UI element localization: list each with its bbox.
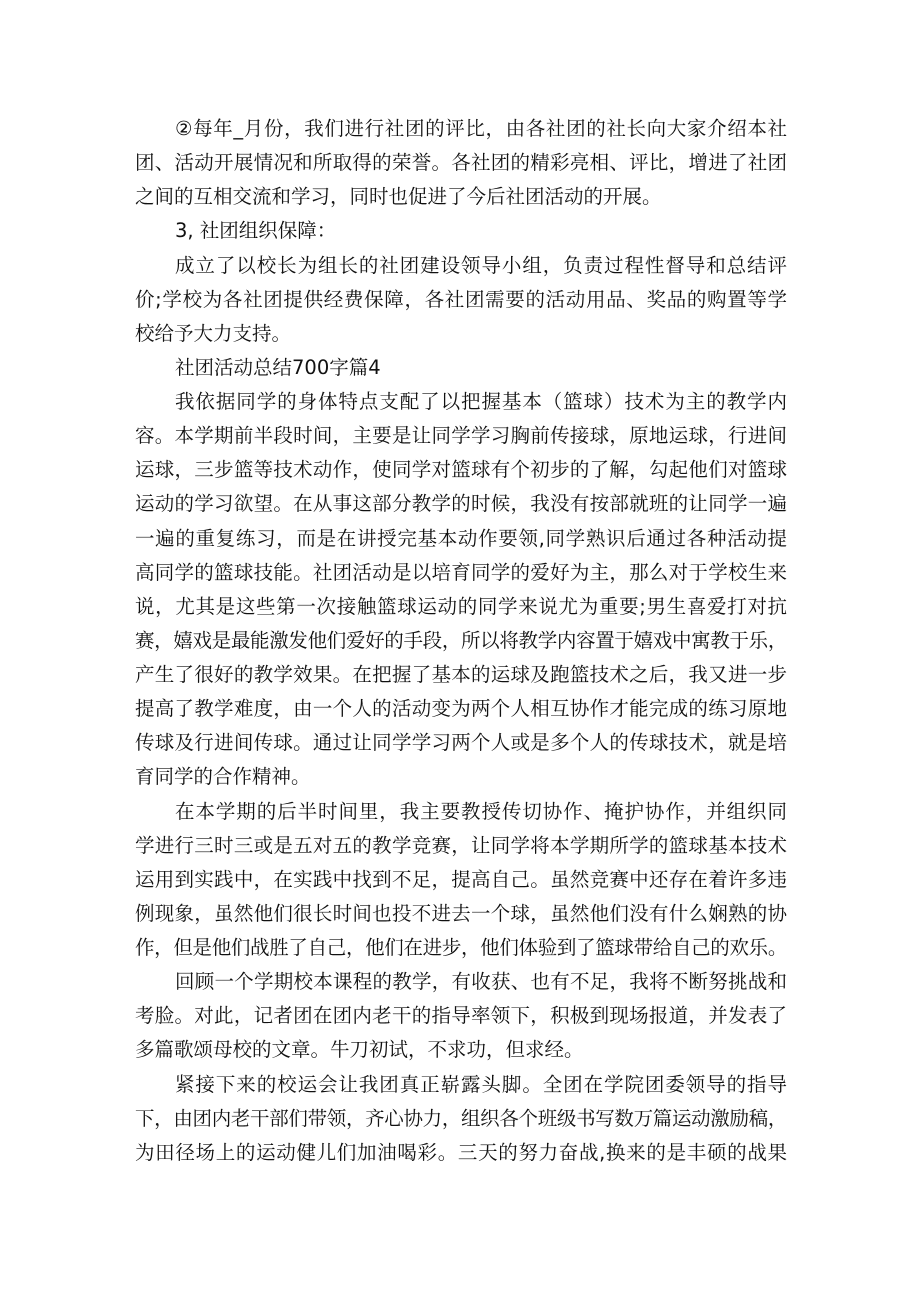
text-line: 运用到实践中，在实践中找到不足，提高自己。虽然竞赛中还存在着许多违	[135, 867, 787, 891]
text-line: 下，由团内老干部们带领，齐心协力，组织各个班级书写数万篇运动激励稿，	[135, 1106, 787, 1130]
text-line: 团、活动开展情况和所取得的荣誉。各社团的精彩亮相、评比，增进了社团	[135, 151, 787, 175]
paragraph-leadership-group	[135, 249, 787, 351]
text-line: 提高了教学难度，由一个人的活动变为两个人相互协作才能完成的练习原地	[135, 697, 787, 721]
text-line: 回顾一个学期校本课程的教学，有收获、也有不足，我将不断努挑战和	[175, 970, 787, 994]
text-line: 在本学期的后半时间里，我主要教授传切协作、掩护协作，并组织同	[175, 799, 787, 823]
text-line: 运球，三步篮等技术动作，使同学对篮球有个初步的了解，勾起他们对篮球	[135, 458, 787, 482]
text-line: 产生了很好的教学效果。在把握了基本的运球及跑篮技术之后，我又进一步	[135, 663, 787, 686]
text-line: 一遍的重复练习，而是在讲授完基本动作要领,同学熟识后通过各种活动提	[135, 526, 787, 550]
text-line: 学进行三时三或是五对五的教学竞赛，让同学将本学期所学的篮球基本技术	[135, 833, 787, 857]
text-line: 作，但是他们战胜了自己，他们在进步，他们体验到了篮球带给自己的欢乐。	[135, 936, 787, 959]
section-heading-organization-guarantee	[135, 214, 787, 248]
text-line: 育同学的合作精神。	[135, 765, 311, 789]
paragraph-basketball-teaching	[135, 385, 787, 795]
paragraph-sports-meet	[135, 1068, 787, 1170]
paragraph-review	[135, 965, 787, 1067]
paragraph-club-evaluation	[135, 112, 787, 214]
document-body	[135, 112, 787, 1170]
text-line: 考脸。对此，记者团在团内老干的指导率领下，积极到现场报道，并发表了	[135, 1004, 787, 1028]
text-line: 之间的互相交流和学习，同时也促进了今后社团活动的开展。	[135, 185, 662, 209]
section-heading-summary-4	[135, 351, 787, 385]
section-heading: 3, 社团组织保障：	[175, 219, 337, 243]
text-line: 价;学校为各社团提供经费保障，各社团需要的活动用品、奖品的购置等学	[135, 287, 787, 311]
text-line: ②每年_月份，我们进行社团的评比，由各社团的社长向大家介绍本社	[175, 117, 787, 140]
text-line: 多篇歌颂母校的文章。牛刀初试，不求功，但求经。	[135, 1038, 584, 1062]
text-line: 运动的学习欲望。在从事这部分教学的时候，我没有按部就班的让同学一遍	[135, 492, 787, 516]
text-line: 成立了以校长为组长的社团建设领导小组，负责过程性督导和总结评	[175, 253, 787, 277]
text-line: 赛，嬉戏是最能激发他们爱好的手段，所以将教学内容置于嬉戏中寓教于乐，	[135, 628, 787, 652]
paragraph-second-half-term	[135, 795, 787, 966]
text-line: 高同学的篮球技能。社团活动是以培育同学的爱好为主，那么对于学校生来	[135, 560, 787, 584]
text-line: 例现象，虽然他们很长时间也投不进去一个球，虽然他们没有什么娴熟的协	[135, 901, 787, 925]
text-line: 说，尤其是这些第一次接触篮球运动的同学来说尤为重要;男生喜爱打对抗	[135, 594, 787, 618]
text-line: 传球及行进间传球。通过让同学学习两个人或是多个人的传球技术，就是培	[135, 731, 787, 755]
text-line: 校给予大力支持。	[135, 321, 292, 345]
text-line: 为田径场上的运动健儿们加油喝彩。三天的努力奋战,换来的是丰硕的战果	[135, 1140, 787, 1164]
section-heading: 社团活动总结700字篇4	[175, 355, 381, 379]
text-line: 容。本学期前半段时间，主要是让同学学习胸前传接球，原地运球，行进间	[135, 424, 787, 448]
text-line: 我依据同学的身体特点支配了以把握基本（篮球）技术为主的教学内	[175, 390, 787, 413]
text-line: 紧接下来的校运会让我团真正崭露头脚。全团在学院团委领导的指导	[175, 1072, 787, 1096]
